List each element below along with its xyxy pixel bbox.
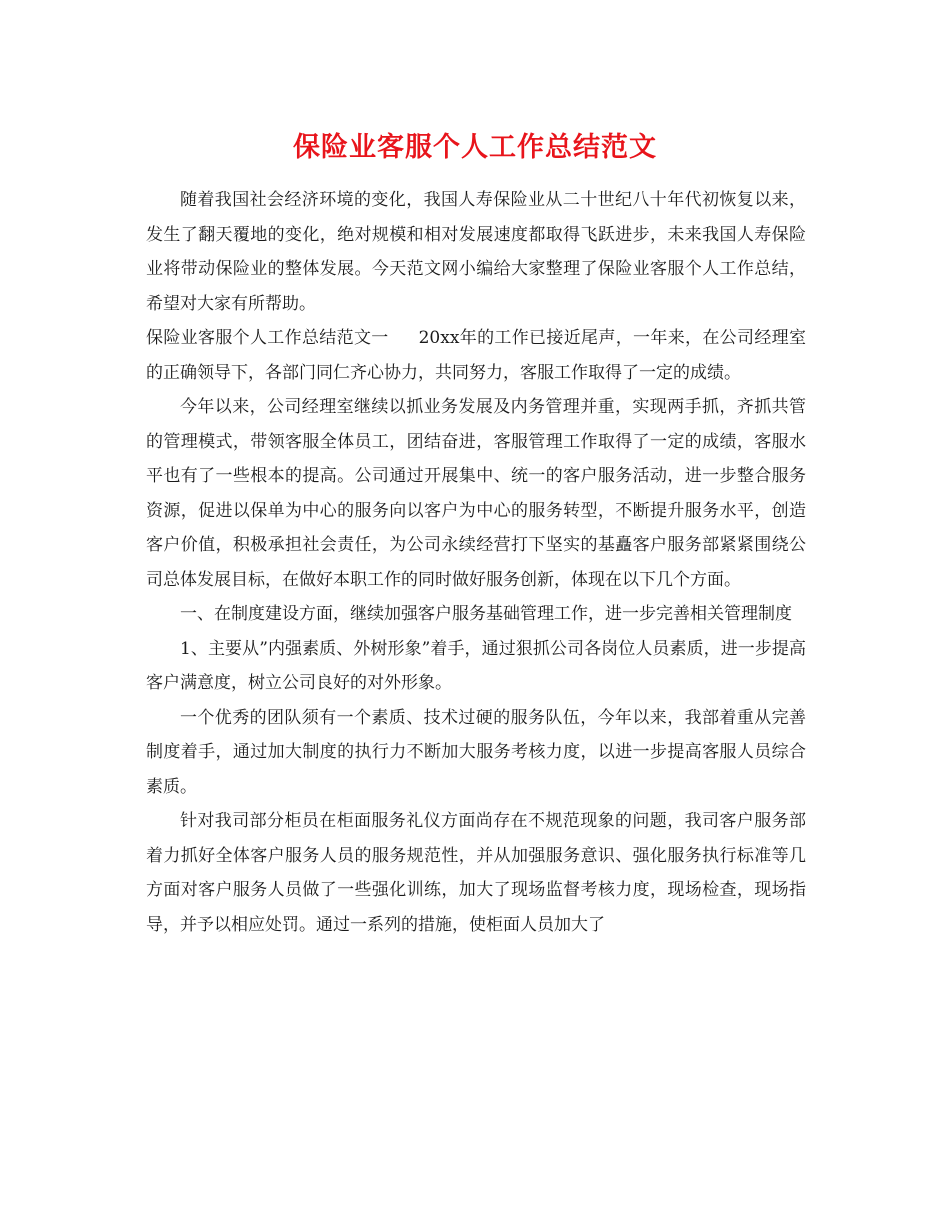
paragraph-heading-one: 一、在制度建设方面，继续加强客户服务基础管理工作，进一步完善相关管理制度 (180, 604, 792, 624)
paragraph-overview: 今年以来，公司经理室继续以抓业务发展及内务管理并重，实现两手抓，齐抓共管的管理模式，带领客服全体员工，团结奋进，客服管理工作取得了一定的成绩，客服水平也有了一些根本的提高。公司通过开展集中、统一的客户服务活动，进一步整合服务资源，促进以保单为中心的服务向以客户为中心的服务转型，不断提升服务水平，创造客户价值，积极承担社会责任，为公司永续经营打下坚实的基矗客户服务部紧紧围绕公司总体发展目标，在做好本职工作的同时做好服务创新，体现在以下几个方面。 (146, 397, 806, 590)
paragraph-intro: 随着我国社会经济环境的变化，我国人寿保险业从二十世纪八十年代初恢复以来，发生了翻天覆地的变化，绝对规模和相对发展速度都取得飞跃进步，未来我国人寿保险业将带动保险业的整体发展。今天范文网小编给大家整理了保险业客服个人工作总结，希望对大家有所帮助。 (146, 190, 806, 314)
paragraph-section-one (146, 321, 806, 390)
section-text: 20xx年的工作已接近尾声，一年来，在公司经理室的正确领导下，各部门同仁齐心协力，共同努力，客服工作取得了一定的成绩。 (146, 328, 806, 383)
paragraph-team: 一个优秀的团队须有一个素质、技术过硬的服务队伍，今年以来，我部着重从完善制度着手，通过加大制度的执行力不断加大服务考核力度，以进一步提高客服人员综合素质。 (146, 707, 806, 797)
paragraph-counter-service: 针对我司部分柜员在柜面服务礼仪方面尚存在不规范现象的问题，我司客户服务部着力抓好全体客户服务人员的服务规范性，并从加强服务意识、强化服务执行标准等几方面对客户服务人员做了一些强化训练，加大了现场监督考核力度，现场检查，现场指导，并予以相应处罚。通过一系列的措施，使柜面人员加大了 (146, 811, 806, 935)
document-body (146, 183, 806, 942)
document-title: 保险业客服个人工作总结范文 (293, 132, 657, 163)
section-heading: 保险业客服个人工作总结范文一 (146, 328, 389, 348)
paragraph-point-one: 1、主要从”内强素质、外树形象”着手，通过狠抓公司各岗位人员素质，进一步提高客户满意度，树立公司良好的对外形象。 (146, 638, 806, 693)
